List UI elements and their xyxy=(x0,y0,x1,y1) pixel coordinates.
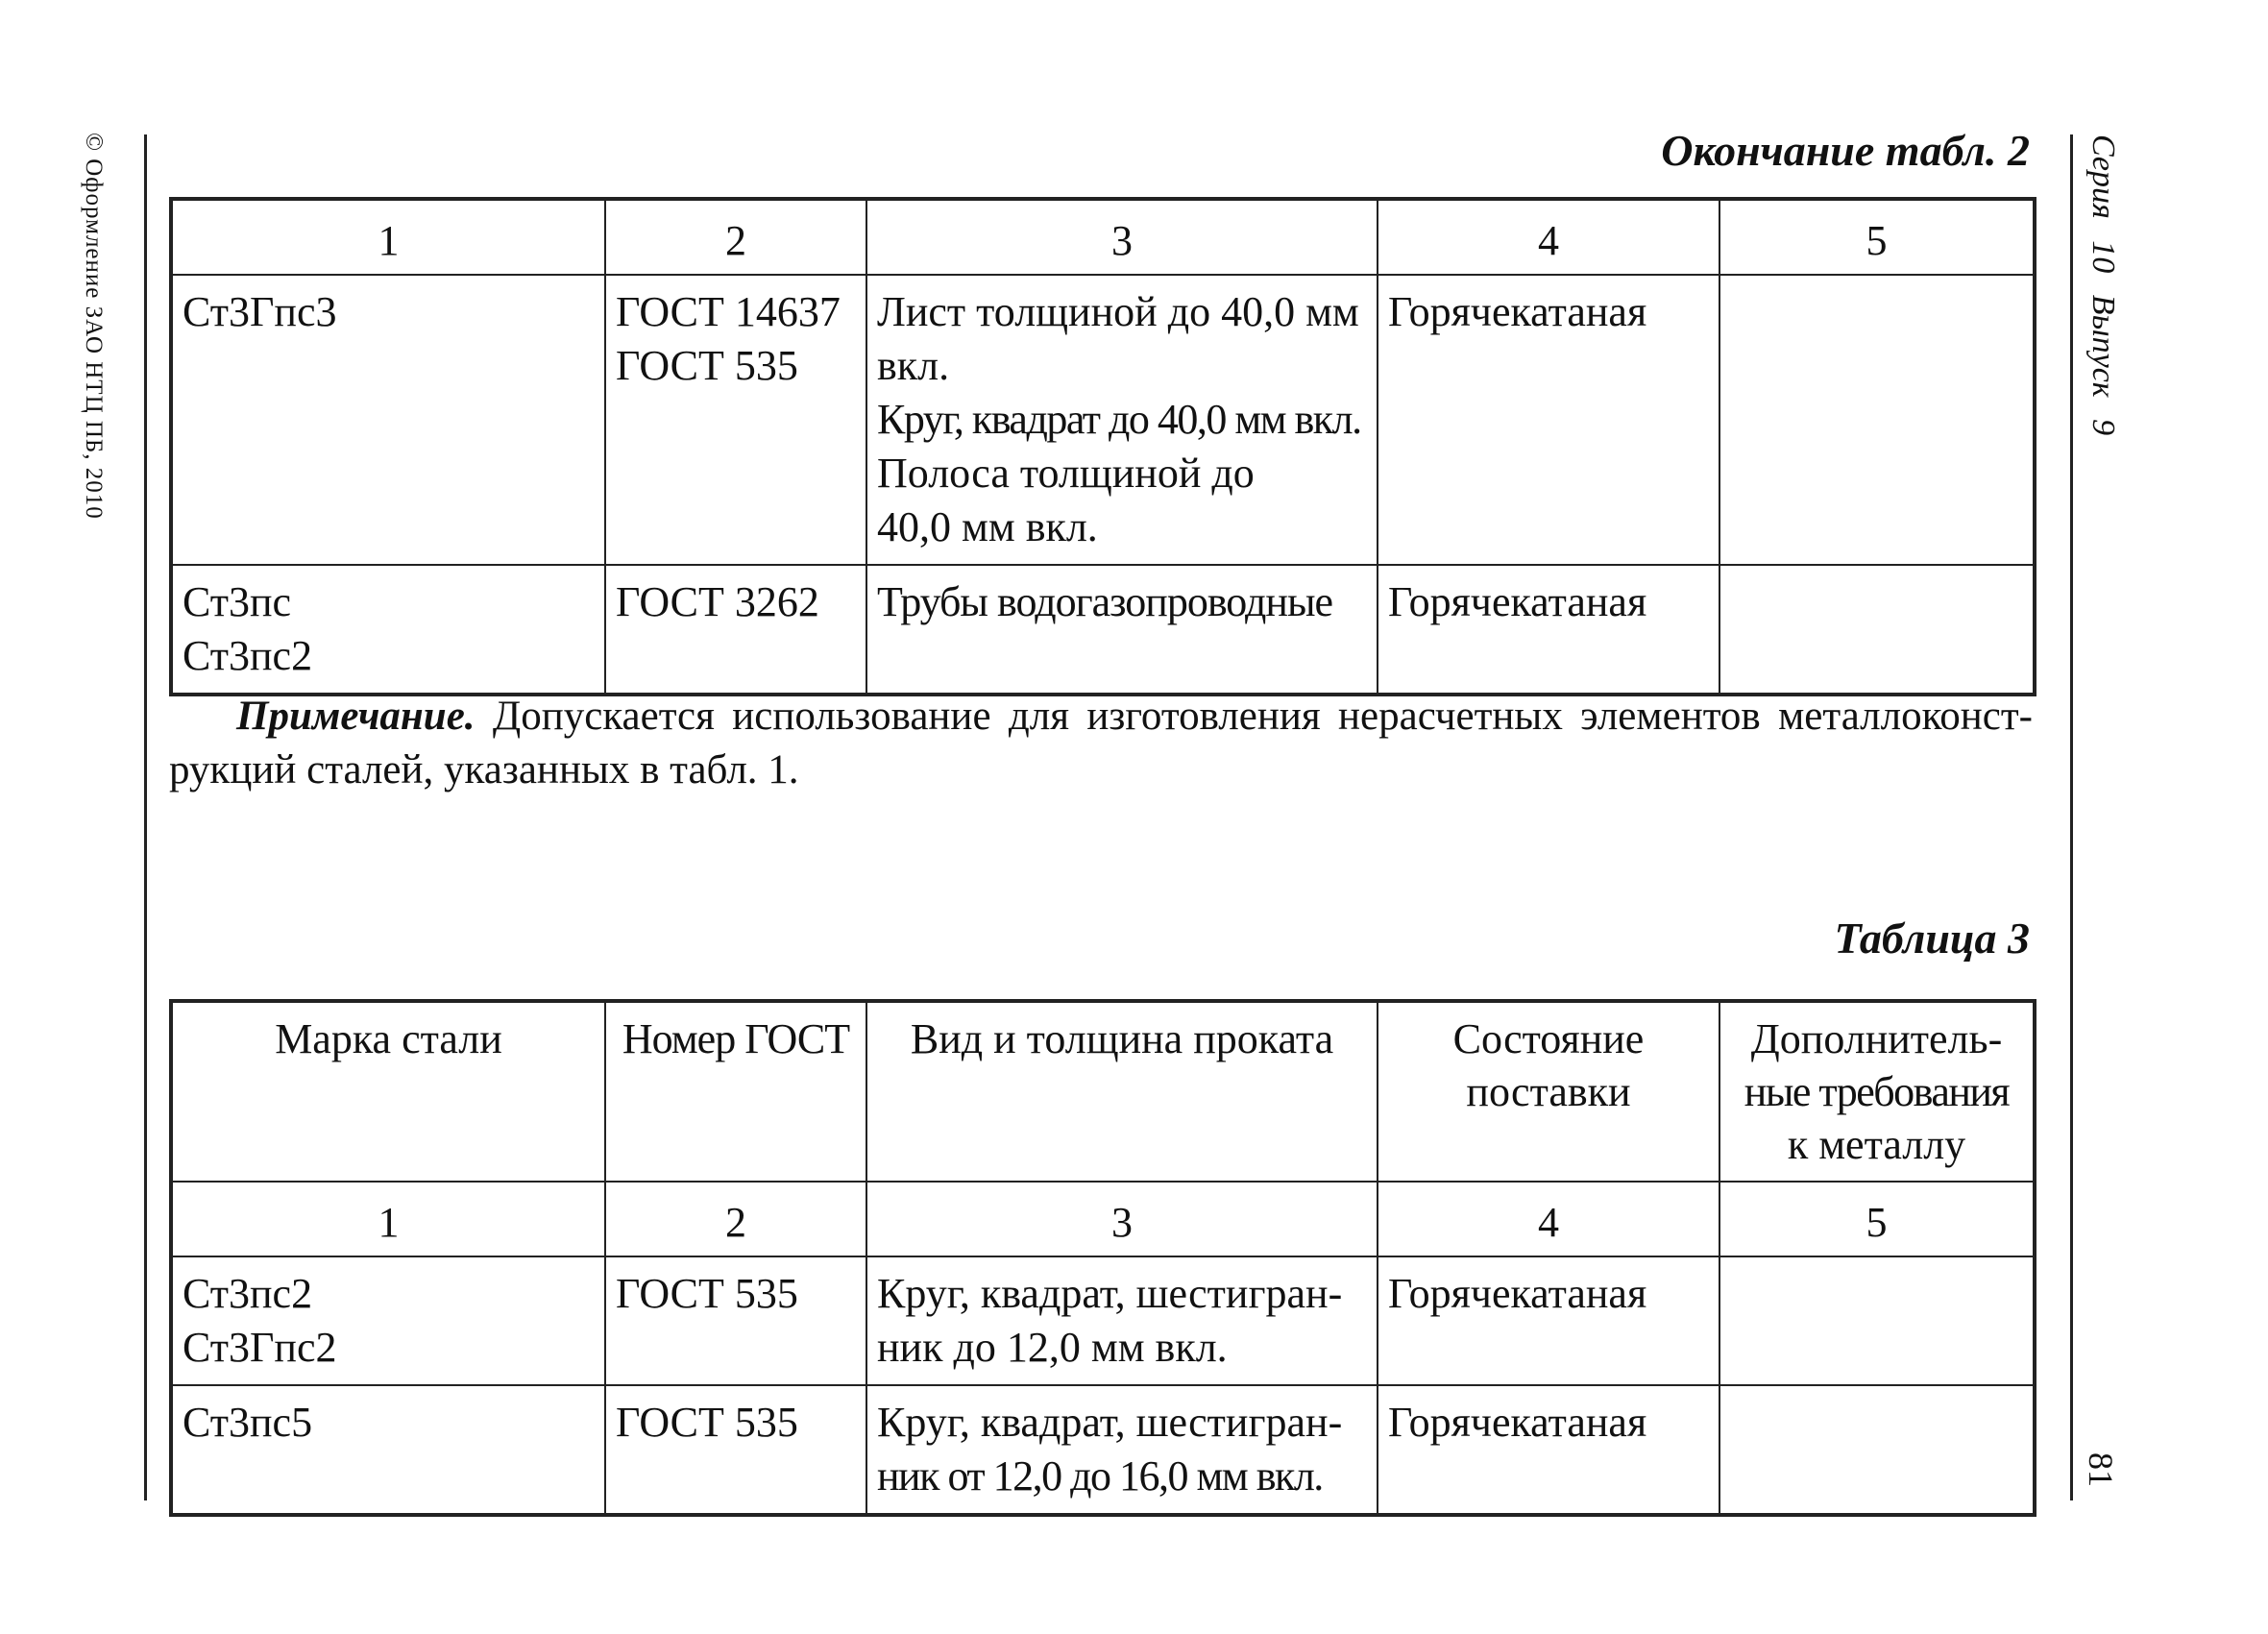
gost-number: ГОСТ 535 xyxy=(616,1270,798,1317)
table-row xyxy=(171,275,2035,565)
product-type-line: Трубы водогазопроводные xyxy=(877,578,1333,625)
product-type-line: Круг, квадрат, шестигран- xyxy=(877,1399,1343,1446)
table2-colnum: 5 xyxy=(1719,199,2035,275)
steel-grade: Ст3пс xyxy=(183,578,292,625)
header-line: Вид и толщина проката xyxy=(910,1015,1334,1062)
right-margin-rule xyxy=(2070,134,2073,1500)
steel-grade-cell xyxy=(171,1385,605,1515)
table2-note xyxy=(169,690,2033,797)
steel-grade-cell xyxy=(171,275,605,565)
column-header-grade xyxy=(171,1001,605,1182)
extra-requirements-cell xyxy=(1719,1385,2035,1515)
table2-caption: Окончание табл. 2 xyxy=(1661,126,2030,175)
column-header-extra-requirements xyxy=(1719,1001,2035,1182)
delivery-state-cell: Горячекатаная xyxy=(1378,565,1719,695)
table-row xyxy=(171,1256,2035,1385)
extra-requirements-cell xyxy=(1719,565,2035,695)
column-header-delivery-state xyxy=(1378,1001,1719,1182)
table3-colnum: 4 xyxy=(1378,1182,1719,1256)
steel-grade: Ст3пс2 xyxy=(183,632,313,679)
table-row xyxy=(171,1385,2035,1515)
gost-number: ГОСТ 14637 xyxy=(616,288,841,335)
table-row xyxy=(171,565,2035,695)
steel-grade: Ст3Гпс2 xyxy=(183,1324,337,1371)
product-type-line: вкл. xyxy=(877,342,950,389)
table3-caption: Таблица 3 xyxy=(1834,914,2030,963)
product-type-line: Лист толщиной до 40,0 мм xyxy=(877,288,1359,335)
series-label: Серия 10 Выпуск 9 xyxy=(2085,134,2121,436)
product-type-line: ник от 12,0 до 16,0 мм вкл. xyxy=(877,1452,1323,1500)
header-line: к металлу xyxy=(1787,1121,1966,1168)
header-line: Дополнитель- xyxy=(1750,1015,2003,1062)
product-type-cell xyxy=(866,1256,1378,1385)
product-type-line: 40,0 мм вкл. xyxy=(877,503,1098,550)
column-header-product-type xyxy=(866,1001,1378,1182)
left-margin-rule xyxy=(144,134,147,1500)
table3-colnum: 1 xyxy=(171,1182,605,1256)
header-line: Номер ГОСТ xyxy=(622,1015,850,1062)
delivery-state-cell: Горячекатаная xyxy=(1378,1256,1719,1385)
table2-colnum: 3 xyxy=(866,199,1378,275)
table3-colnum: 2 xyxy=(605,1182,866,1256)
steel-grade-cell xyxy=(171,1256,605,1385)
table2-colnum: 2 xyxy=(605,199,866,275)
table3-colnum: 3 xyxy=(866,1182,1378,1256)
header-line: Состояние xyxy=(1452,1015,1645,1062)
steel-grade: Ст3Гпс3 xyxy=(183,288,337,335)
gost-number: ГОСТ 535 xyxy=(616,342,798,389)
delivery-state-cell: Горячекатаная xyxy=(1378,275,1719,565)
table2-colnum: 1 xyxy=(171,199,605,275)
table2-number-row xyxy=(171,199,2035,275)
column-header-gost xyxy=(605,1001,866,1182)
product-type-cell xyxy=(866,275,1378,565)
gost-cell xyxy=(605,1385,866,1515)
gost-number: ГОСТ 535 xyxy=(616,1399,798,1446)
page-number: 81 xyxy=(2082,1452,2120,1487)
product-type-line: Круг, квадрат до 40,0 мм вкл. xyxy=(877,396,1361,443)
copyright-note: © Оформление ЗАО НТЦ ПБ, 2010 xyxy=(81,133,107,520)
table-2 xyxy=(169,197,2036,696)
product-type-cell xyxy=(866,565,1378,695)
header-line: ные требования xyxy=(1744,1068,2010,1115)
gost-number: ГОСТ 3262 xyxy=(616,578,819,625)
table3-number-row xyxy=(171,1182,2035,1256)
steel-grade-cell xyxy=(171,565,605,695)
table3-header-row xyxy=(171,1001,2035,1182)
extra-requirements-cell xyxy=(1719,275,2035,565)
table2-colnum: 4 xyxy=(1378,199,1719,275)
extra-requirements-cell xyxy=(1719,1256,2035,1385)
table-3 xyxy=(169,999,2036,1517)
product-type-line: Круг, квадрат, шестигран- xyxy=(877,1270,1343,1317)
header-line: поставки xyxy=(1466,1068,1631,1115)
product-type-line: ник до 12,0 мм вкл. xyxy=(877,1324,1228,1371)
table3-colnum: 5 xyxy=(1719,1182,2035,1256)
note-label: Примечание. xyxy=(236,694,476,739)
gost-cell xyxy=(605,1256,866,1385)
gost-cell xyxy=(605,275,866,565)
delivery-state-cell: Горячекатаная xyxy=(1378,1385,1719,1515)
steel-grade: Ст3пс2 xyxy=(183,1270,313,1317)
note-text: Допускается использование для изготовления нерасчетных элементов металлоконст-рукций сталей, указанных в табл. 1. xyxy=(169,694,2033,793)
header-line: Марка стали xyxy=(275,1015,502,1062)
gost-cell xyxy=(605,565,866,695)
product-type-line: Полоса толщиной до xyxy=(877,450,1255,497)
product-type-cell xyxy=(866,1385,1378,1515)
steel-grade: Ст3пс5 xyxy=(183,1399,313,1446)
